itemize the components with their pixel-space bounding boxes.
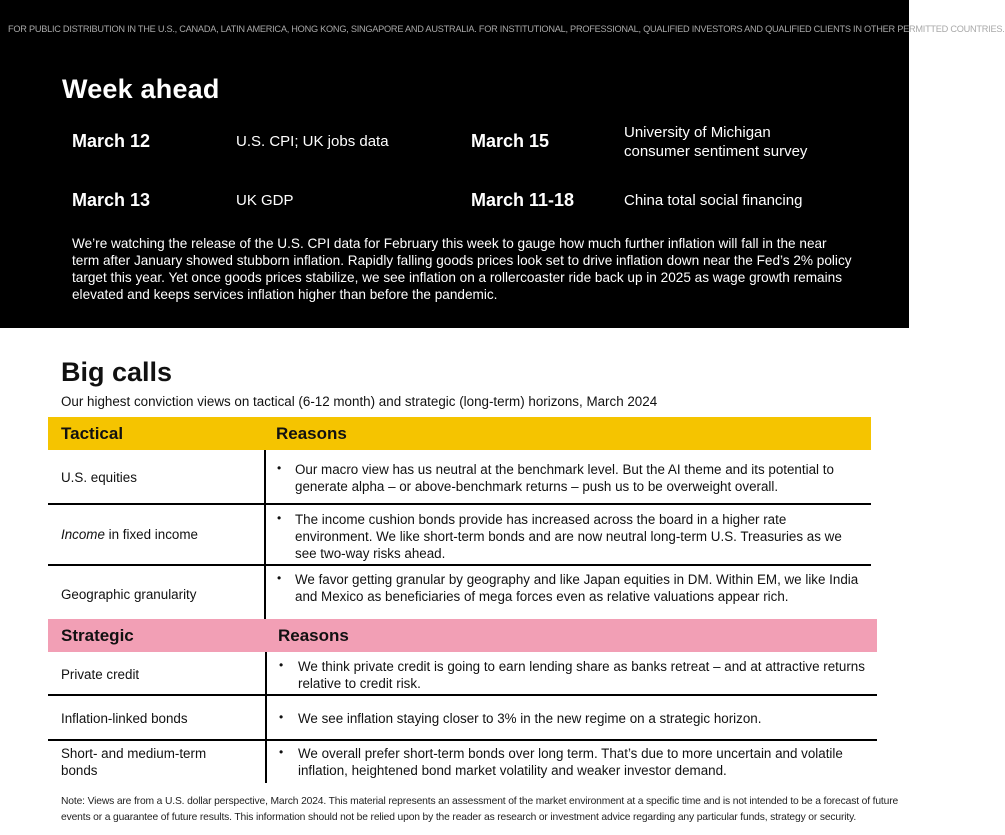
strategic-header-row: [48, 619, 877, 652]
column-divider: [265, 696, 267, 739]
row-label: [61, 526, 198, 543]
event-date: March 11-18: [471, 190, 575, 210]
bullet-icon: •: [279, 710, 284, 724]
table-row: [48, 741, 877, 783]
row-label-rest: in fixed income: [104, 527, 198, 542]
week-ahead-title: Week ahead: [62, 74, 220, 104]
event-date: March 15: [471, 131, 550, 151]
event-description: U.S. CPI; UK jobs data: [236, 133, 389, 150]
column-divider: [265, 652, 267, 695]
column-divider: [264, 505, 266, 565]
event-description: UK GDP: [236, 192, 294, 209]
event-description-line: University of Michigan: [624, 124, 771, 141]
row-label-line: bonds: [61, 763, 98, 778]
event-description: [624, 123, 807, 161]
table-row: [48, 566, 871, 619]
distribution-disclaimer: FOR PUBLIC DISTRIBUTION IN THE U.S., CANADA, LATIN AMERICA, HONG KONG, SINGAPORE AND AUSTRALIA. FOR INSTITUTIONAL, PROFESSIONAL, QUALIFIED INVESTORS AND QUALIFIED CLIENTS IN OTHER PERMITTED COUNTRIES.: [8, 24, 1005, 34]
row-reason: The income cushion bonds provide has increased across the board in a higher rate environment. We like short-term bonds and are now neutral long-term U.S. Treasuries as we see two-way risks ahead.: [295, 512, 842, 561]
tactical-header-row: [48, 417, 871, 450]
row-label: [61, 745, 206, 779]
bullet-icon: •: [277, 461, 282, 475]
table-row: [48, 652, 877, 695]
strategic-header: Strategic: [61, 626, 134, 645]
row-label-emphasis: Income: [61, 527, 105, 542]
table-row: [48, 696, 877, 739]
bullet-icon: •: [279, 658, 284, 672]
column-divider: [264, 566, 266, 619]
row-reason: We favor getting granular by geography and like Japan equities in DM. Within EM, we like India and Mexico as beneficiaries of mega forces even as relative valuations appear rich.: [295, 572, 859, 604]
row-label: Private credit: [61, 667, 140, 682]
event-description-line: consumer sentiment survey: [624, 143, 808, 160]
row-label-line: Short- and medium-term: [61, 746, 207, 761]
event-description: China total social financing: [624, 192, 803, 209]
row-reason: We think private credit is going to earn lending share as banks retreat – and at attractive returns relative to credit risk.: [298, 659, 865, 691]
week-ahead-paragraph: We’re watching the release of the U.S. CPI data for February this week to gauge how much further inflation will fall in the near term after January showed stubborn inflation. Rapidly falling goods prices look set to drive inflation down near the Fed’s 2% policy target this year. Yet once goods prices stabilize, we see inflation on a rollercoaster ride back up in 2025 as wage growth remains elevated and keeps services inflation higher than before the pandemic.: [72, 236, 852, 302]
row-reason: Our macro view has us neutral at the benchmark level. But the AI theme and its potential to generate alpha – or above-benchmark returns – push us to be overweight overall.: [295, 462, 834, 494]
row-reason: We overall prefer short-term bonds over long term. That’s due to more uncertain and volatile inflation, heightened bond market volatility and weaker investor demand.: [298, 746, 843, 778]
footnote: Note: Views are from a U.S. dollar perspective, March 2024. This material represents an assessment of the market environment at a specific time and is not intended to be a forecast of future events or a guarantee of future results. This information should not be relied upon by the reader as research or investment advice regarding any particular funds, strategy or security.: [61, 796, 899, 823]
bullet-icon: •: [279, 745, 284, 759]
row-label: Geographic granularity: [61, 587, 197, 602]
tactical-header: Tactical: [61, 424, 124, 443]
row-label: U.S. equities: [61, 470, 137, 485]
bullet-icon: •: [277, 511, 282, 525]
big-calls-subtitle: Our highest conviction views on tactical (6-12 month) and strategic (long-term) horizons, March 2024: [61, 394, 658, 409]
row-label: Inflation-linked bonds: [61, 711, 188, 726]
column-divider: [264, 450, 266, 504]
big-calls-title: Big calls: [61, 357, 173, 387]
table-row: [48, 450, 871, 504]
reasons-header: Reasons: [278, 626, 349, 645]
row-reason: We see inflation staying closer to 3% in the new regime on a strategic horizon.: [298, 711, 762, 726]
week-ahead-section: [0, 0, 1005, 328]
column-divider: [265, 741, 267, 783]
event-date: March 13: [72, 190, 151, 210]
reasons-header: Reasons: [276, 424, 347, 443]
bullet-icon: •: [277, 571, 282, 585]
event-date: March 12: [72, 131, 151, 151]
table-row: [48, 505, 871, 565]
